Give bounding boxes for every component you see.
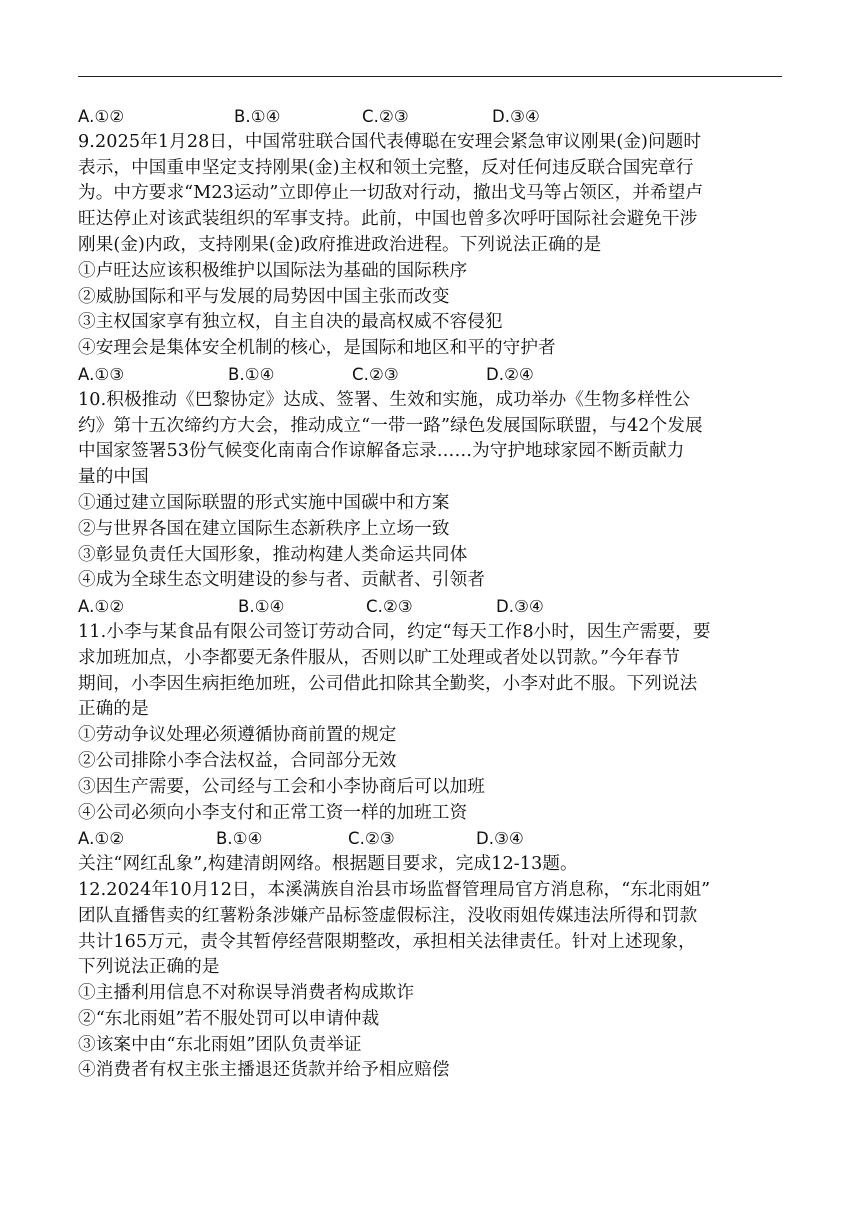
statement-item: ②公司排除小李合法权益，合同部分无效: [78, 750, 397, 771]
option-a: A.①②: [78, 107, 125, 126]
statement-item: ①卢旺达应该积极维护以国际法为基础的国际秩序: [78, 260, 468, 281]
options-q8: [78, 104, 784, 130]
section-intro: 关注“网红乱象”,构建清朗网络。根据题目要求，完成12-13题。: [78, 854, 578, 875]
option-d: D.②④: [486, 364, 534, 384]
option-c: C.②③: [348, 829, 395, 849]
question-text-line: 期间，小李因生病拒绝加班，公司借此扣除其全勤奖，小李对此不服。下列说法: [78, 673, 698, 694]
option-d: D.③④: [492, 107, 540, 126]
statement-item: ②威胁国际和平与发展的局势因中国主张而改变: [78, 286, 450, 307]
question-text-line: 为。中方要求“M23运动”立即停止一切敌对行动，撤出戈马等占领区，并希望卢: [78, 183, 704, 204]
statement-item: ④公司必须向小李支付和正常工资一样的加班工资: [78, 802, 468, 823]
question-text-line: 10.积极推动《巴黎协定》达成、签署、生效和实施，成功举办《生物多样性公: [78, 389, 691, 410]
options-q11: [78, 826, 784, 852]
question-text-line: 中国家签署53份气候变化南南合作谅解备忘录……为守护地球家园不断贡献力: [78, 441, 685, 462]
question-11: [78, 620, 784, 852]
question-text-line: 共计165万元，责令其暂停经营限期整改，承担相关法律责任。针对上述现象，: [78, 931, 696, 952]
question-text-line: 刚果(金)内政，支持刚果(金)政府推进政治进程。下列说法正确的是: [78, 234, 602, 255]
option-b: B.①④: [216, 829, 263, 849]
question-text-line: 量的中国: [78, 467, 149, 488]
question-10: [78, 388, 784, 620]
statement-item: ③该案中由“东北雨姐”团队负责举证: [78, 1034, 362, 1055]
question-text-line: 12.2024年10月12日，本溪满族自治县市场监督管理局官方消息称，“东北雨姐”: [78, 879, 711, 900]
statement-item: ①通过建立国际联盟的形式实施中国碳中和方案: [78, 492, 450, 513]
options-q9: [78, 362, 784, 388]
statement-item: ①劳动争议处理必须遵循协商前置的规定: [78, 725, 397, 746]
statement-item: ③主权国家享有独立权，自主自决的最高权威不容侵犯: [78, 312, 503, 333]
header-rule: [78, 76, 782, 77]
option-b: B.①④: [238, 597, 285, 617]
question-9: [78, 130, 784, 388]
option-a: A.①②: [78, 829, 125, 849]
question-text-line: 11.小李与某食品有限公司签订劳动合同，约定“每天工作8小时，因生产需要，要: [78, 621, 711, 642]
exam-content: [78, 104, 784, 1084]
question-text-line: 表示，中国重申坚定支持刚果(金)主权和领土完整，反对任何违反联合国宪章行: [78, 157, 694, 178]
statement-item: ④安理会是集体安全机制的核心，是国际和地区和平的守护者: [78, 338, 556, 359]
statement-item: ①主播利用信息不对称误导消费者构成欺诈: [78, 983, 415, 1004]
question-text-line: 约》第十五次缔约方大会，推动成立“一带一路”绿色发展国际联盟，与42个发展: [78, 415, 703, 436]
statement-item: ④成为全球生态文明建设的参与者、贡献者、引领者: [78, 570, 485, 591]
statement-item: ②与世界各国在建立国际生态新秩序上立场一致: [78, 518, 450, 539]
statement-item: ②“东北雨姐”若不服处罚可以申请仲裁: [78, 1008, 380, 1029]
option-c: C.②③: [352, 364, 399, 384]
statement-item: ④消费者有权主张主播退还货款并给予相应赔偿: [78, 1060, 450, 1081]
question-text-line: 下列说法正确的是: [78, 957, 220, 978]
option-a: A.①②: [78, 597, 125, 617]
option-b: B.①④: [234, 107, 281, 126]
question-text-line: 团队直播售卖的红薯粉条涉嫌产品标签虚假标注，没收雨姐传媒违法所得和罚款: [78, 905, 698, 926]
option-d: D.③④: [496, 597, 544, 617]
statement-item: ③因生产需要，公司经与工会和小李协商后可以加班: [78, 776, 485, 797]
option-a: A.①③: [78, 364, 125, 384]
option-c: C.②③: [362, 107, 409, 126]
question-text-line: 求加班加点，小李都要无条件服从，否则以旷工处理或者处以罚款。”今年春节: [78, 647, 680, 668]
question-text-line: 9.2025年1月28日，中国常驻联合国代表傅聪在安理会紧急审议刚果(金)问题时: [78, 131, 702, 152]
options-q10: [78, 594, 784, 620]
question-text-line: 正确的是: [78, 699, 149, 720]
statement-item: ③彰显负责任大国形象，推动构建人类命运共同体: [78, 544, 468, 565]
option-d: D.③④: [476, 829, 524, 849]
option-b: B.①④: [228, 364, 275, 384]
question-text-line: 旺达停止对该武装组织的军事支持。此前，中国也曾多次呼吁国际社会避免干涉: [78, 209, 698, 230]
question-12: [78, 878, 784, 1084]
option-c: C.②③: [366, 597, 413, 617]
